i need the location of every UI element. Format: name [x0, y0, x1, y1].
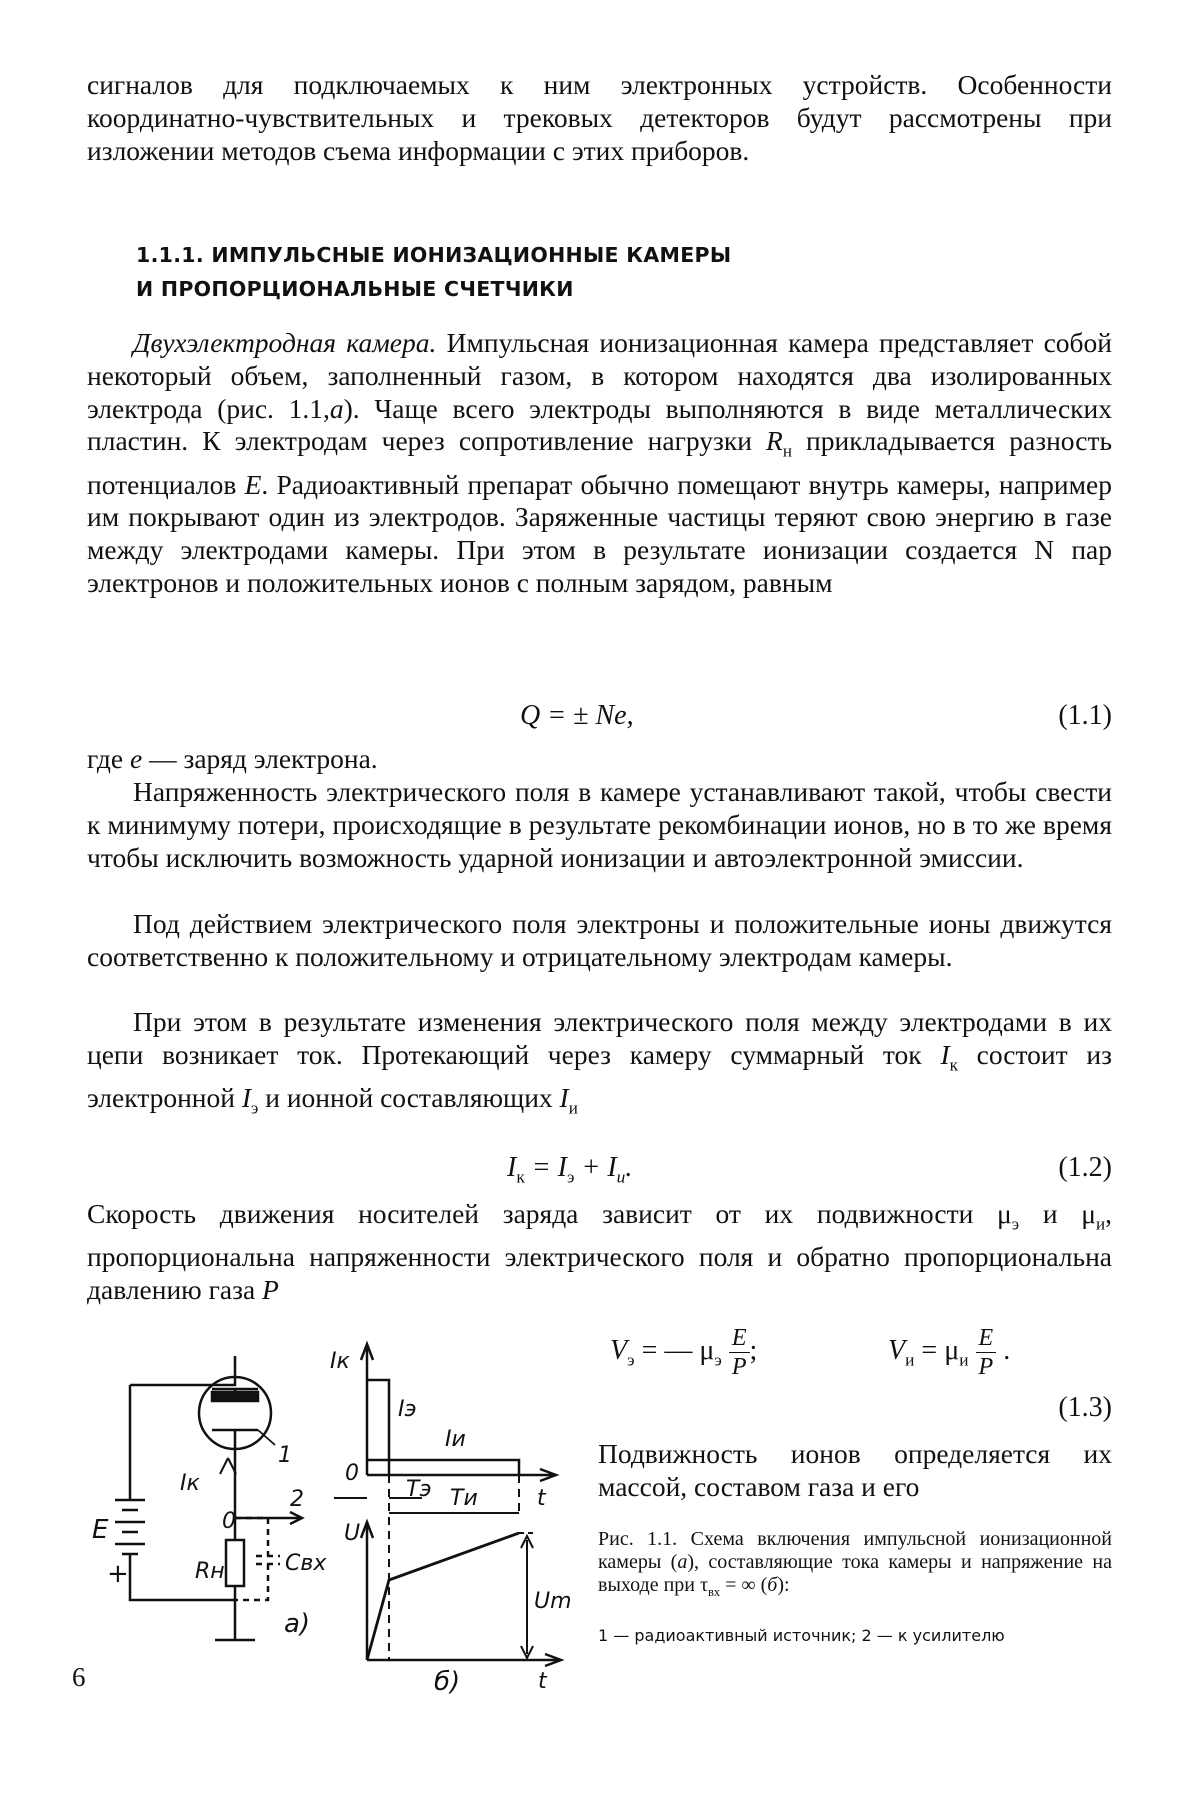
um-dim [521, 1536, 533, 1658]
text-run: Рис. 1.1. Схема включения импульсной ионизационной камеры ( [598, 1528, 1112, 1573]
fraction-numerator: E [729, 1324, 750, 1353]
symbol-subscript: и [905, 1350, 915, 1370]
run-in-title: Двухэлектродная камера. [133, 327, 437, 358]
label-cvx: Cвх [285, 1551, 327, 1576]
text-run: = μ [914, 1334, 960, 1366]
symbol-v: V [610, 1334, 628, 1366]
symbol-subscript: э [1011, 1214, 1020, 1234]
symbol-subscript: и [1096, 1214, 1106, 1234]
equation-right-part [888, 1324, 1010, 1381]
equation-left-part [610, 1324, 757, 1381]
battery-plates [115, 1500, 145, 1554]
label-rn: Rн [195, 1559, 225, 1584]
symbol-subscript: н [782, 441, 792, 461]
symbol-subscript: и [616, 1167, 626, 1187]
text-run: . [1003, 1334, 1011, 1366]
label-ie: Iэ [398, 1397, 417, 1422]
text-run: — заряд электрона. [142, 743, 378, 774]
label-ii: Iи [445, 1427, 466, 1452]
text-run: и μ [1019, 1198, 1096, 1229]
page-number: 6 [72, 1662, 86, 1692]
symbol-subscript: к [516, 1167, 525, 1187]
symbol-subscript: к [949, 1055, 958, 1075]
text-run: и ионной составляющих [258, 1082, 560, 1114]
fraction-denominator: P [978, 1354, 994, 1380]
curve-ie [367, 1380, 389, 1460]
text-run: Скорость движения носителей заряда зависит от их подвижности μ [87, 1198, 1012, 1229]
label-e: E [92, 1515, 109, 1545]
text-run: , пропорциональна напряженности электрического поля и обратно пропорциональна давлению газа [87, 1198, 1112, 1306]
symbol-e: E [244, 468, 262, 500]
text-run: = ∞ ( [720, 1574, 768, 1596]
text-run: . Радиоактивный препарат обычно помещают внутрь камеры, например им покрывают один из электродов. Заряженные частицы теряют свою энергию в газе между электродами камеры. При этом в результате ионизации создается N пар электронов и положительных ионов с полным зарядом, равным [87, 468, 1113, 599]
label-2: 2 [290, 1487, 304, 1512]
equation-number: (1.2) [1058, 1152, 1112, 1183]
label-1: 1 [278, 1443, 292, 1468]
caption-letter: а [677, 1551, 688, 1573]
text-run: ; [749, 1334, 758, 1366]
equation-formula: Q = ± Ne, [520, 700, 634, 731]
label-u: U [344, 1521, 361, 1546]
text-run: = — μ [634, 1334, 715, 1366]
symbol-subscript: и [568, 1098, 578, 1118]
label-ti: Tи [450, 1486, 478, 1511]
label-node-0: 0 [222, 1509, 236, 1534]
symbol-i: I [559, 1082, 569, 1114]
symbol-subscript: э [251, 1098, 259, 1118]
label-plus: + [107, 1559, 129, 1589]
symbol-subscript: э [714, 1350, 722, 1370]
figure-ref-letter: а [329, 392, 344, 424]
symbol-i: I [241, 1082, 252, 1114]
label-origin: 0 [345, 1461, 359, 1486]
symbol-e: e [129, 743, 143, 774]
text-run: = I [524, 1152, 567, 1183]
text-run: Импульсная ионизационная камера представляет собой некоторый объем, заполненный газом, в котором находятся два изолированных электрода (рис. 1.1, [87, 327, 1112, 424]
resistor-rn [226, 1540, 244, 1586]
label-b: б) [434, 1667, 461, 1697]
section-heading-line2: И ПРОПОРЦИОНАЛЬНЫЕ СЧЕТЧИКИ [136, 277, 574, 301]
text-run: состоит из электронной [87, 1038, 1112, 1114]
fraction-e-over-p [729, 1324, 750, 1381]
paragraph-electron-motion: Под действием электрического поля электроны и положительные ионы движутся соответственно к положительному и отрицательному электродам камеры. [87, 908, 1112, 972]
equation-1-3 [610, 1318, 1112, 1378]
text-run: ). Чаще всего электроды выполняются в виде металлических пластин. К электродам через сопротивление нагрузки [87, 392, 1112, 457]
symbol-subscript: и [959, 1350, 969, 1370]
symbol-p: P [262, 1274, 279, 1306]
symbol-v: V [888, 1334, 906, 1366]
symbol-subscript: э [627, 1350, 635, 1370]
symbol-i: I [507, 1152, 517, 1183]
label-ik-circuit: Iк [180, 1471, 200, 1496]
label-t2: t [538, 1669, 547, 1694]
figure-legend: 1 — радиоактивный источник; 2 — к усилителю [598, 1626, 1005, 1645]
paragraph-intro: сигналов для подключаемых к ним электронных устройств. Особенности координатно-чувствительных и трековых детекторов будут рассмотрены при изложении методов съема информации с этих приборов. [87, 69, 1112, 166]
text-run: где [87, 743, 130, 774]
text-run: ): [777, 1574, 790, 1596]
label-um: Um [534, 1589, 572, 1614]
capacitor-cvx [235, 1518, 280, 1600]
current-arrow [220, 1458, 236, 1474]
text-run: . [625, 1152, 633, 1183]
symbol-r: R [766, 425, 783, 457]
label-te: Tэ [406, 1477, 432, 1502]
paragraph-ion-mobility: Подвижность ионов определяется их массой, составом газа и его [598, 1438, 1112, 1502]
figure-caption [598, 1528, 1112, 1604]
caption-letter: б [767, 1574, 778, 1596]
fraction-denominator: P [731, 1354, 747, 1380]
label-a: a) [284, 1609, 311, 1639]
symbol-i: I [940, 1038, 950, 1070]
voltage-plot [361, 1522, 561, 1666]
text-run: + I [574, 1152, 617, 1183]
section-heading-line1: 1.1.1. ИМПУЛЬСНЫЕ ИОНИЗАЦИОННЫЕ КАМЕРЫ [136, 243, 732, 267]
fraction-numerator: E [976, 1324, 997, 1353]
symbol-subscript: э [566, 1167, 575, 1187]
circuit-diagram [115, 1356, 302, 1640]
equation-number: (1.1) [1058, 700, 1112, 731]
symbol-subscript: вх [708, 1585, 721, 1599]
label-ik-plot: Iк [330, 1349, 350, 1374]
paragraph-field-strength: Напряженность электрического поля в камере устанавливают такой, чтобы свести к минимуму потери, происходящие в результате рекомбинации ионов, но в то же время чтобы исключить возможность ударной ионизации и автоэлектронной эмиссии. [87, 776, 1112, 873]
text-run: прикладывается разность потенциалов [87, 425, 1113, 500]
label-t1: t [537, 1486, 546, 1511]
text-run: ), составляющие тока камеры и напряжение на выходе при τ [598, 1551, 1112, 1596]
text-run: При этом в результате изменения электрического поля между электродами в их цепи возникает ток. Протекающий через камеру суммарный ток [87, 1006, 1112, 1070]
equation-number-1-3: (1.3) [1058, 1392, 1112, 1423]
fraction-e-over-p [976, 1324, 997, 1381]
